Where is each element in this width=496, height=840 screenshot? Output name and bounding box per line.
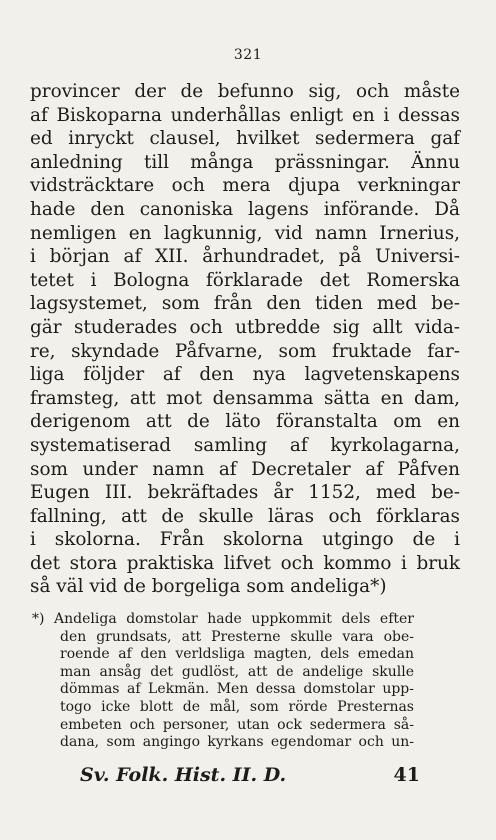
text-line: ed inryckt clausel, hvilket sedermera gaf	[30, 128, 460, 150]
text-line: provincer der de befunno sig, och måste	[30, 81, 460, 102]
footnote-line: man ansåg det gudlöst, att de andelige skulle	[60, 663, 414, 680]
footnote-line: dömmas af Lekmän. Men dessa domstolar upp-	[60, 681, 414, 698]
footnote-line: dana, som angingo kyrkans egendomar och un-	[60, 734, 414, 751]
text-line: liga följder af den nya lagvetenskapens	[30, 364, 460, 386]
text-line: som under namn af Decretaler af Påfven	[30, 458, 460, 480]
text-line: systematiserad samling af kyrkolagarna,	[30, 434, 460, 456]
page-number: 321	[233, 47, 263, 63]
text-line: Eugen III. bekräftades år 1152, med be-	[30, 482, 460, 504]
footnote-line: den grundsats, att Presterne skulle vara obe-	[60, 628, 414, 645]
main-text	[30, 80, 460, 599]
footnote-line: *) Andeliga domstolar hade uppkommit dels efter	[32, 611, 414, 627]
footer-title: Sv. Folk. Hist. II. D.	[80, 764, 287, 786]
text-line: derigenom att de läto föranstalta om en	[30, 411, 460, 433]
text-line: hade den canoniska lagens införande. Då	[30, 198, 460, 220]
text-line: gär studerades och utbredde sig allt vida-	[30, 316, 460, 338]
text-line: det stora praktiska lifvet och kommo i bruk	[30, 552, 460, 574]
text-line: så väl vid de borgeliga som andeliga*)	[30, 576, 387, 598]
text-line: re, skyndade Påfvarne, som fruktade far-	[30, 340, 460, 362]
text-line: af Biskoparna underhållas enligt en i dessas	[30, 104, 460, 126]
text-line: i skolorna. Från skolorna utgingo de i	[30, 529, 460, 551]
text-line: i början af XII. århundradet, på Universi-	[30, 246, 460, 268]
text-line: tetet i Bologna förklarade det Romerska	[30, 269, 460, 291]
text-line: fallning, att de skulle läras och förklaras	[30, 505, 460, 527]
page-footer	[80, 764, 420, 786]
text-line: anledning till många prässningar. Ännu	[30, 151, 460, 173]
text-line: vidsträcktare och mera djupa verkningar	[30, 175, 460, 197]
signature-mark: 41	[393, 764, 420, 786]
text-line: lagsystemet, som från den tiden med be-	[30, 293, 460, 315]
footnote	[32, 611, 414, 752]
text-line: framsteg, att mot densamma sätta en dam,	[30, 387, 460, 409]
footnote-line: togo icke blott de mål, som rörde Presternas	[60, 698, 414, 715]
footnote-line: roende af den verldsliga magten, dels emedan	[60, 646, 414, 663]
footnote-line: embeten och personer, utan ock sedermera så-	[60, 716, 414, 733]
text-line: nemligen en lagkunnig, vid namn Irnerius,	[30, 222, 460, 244]
